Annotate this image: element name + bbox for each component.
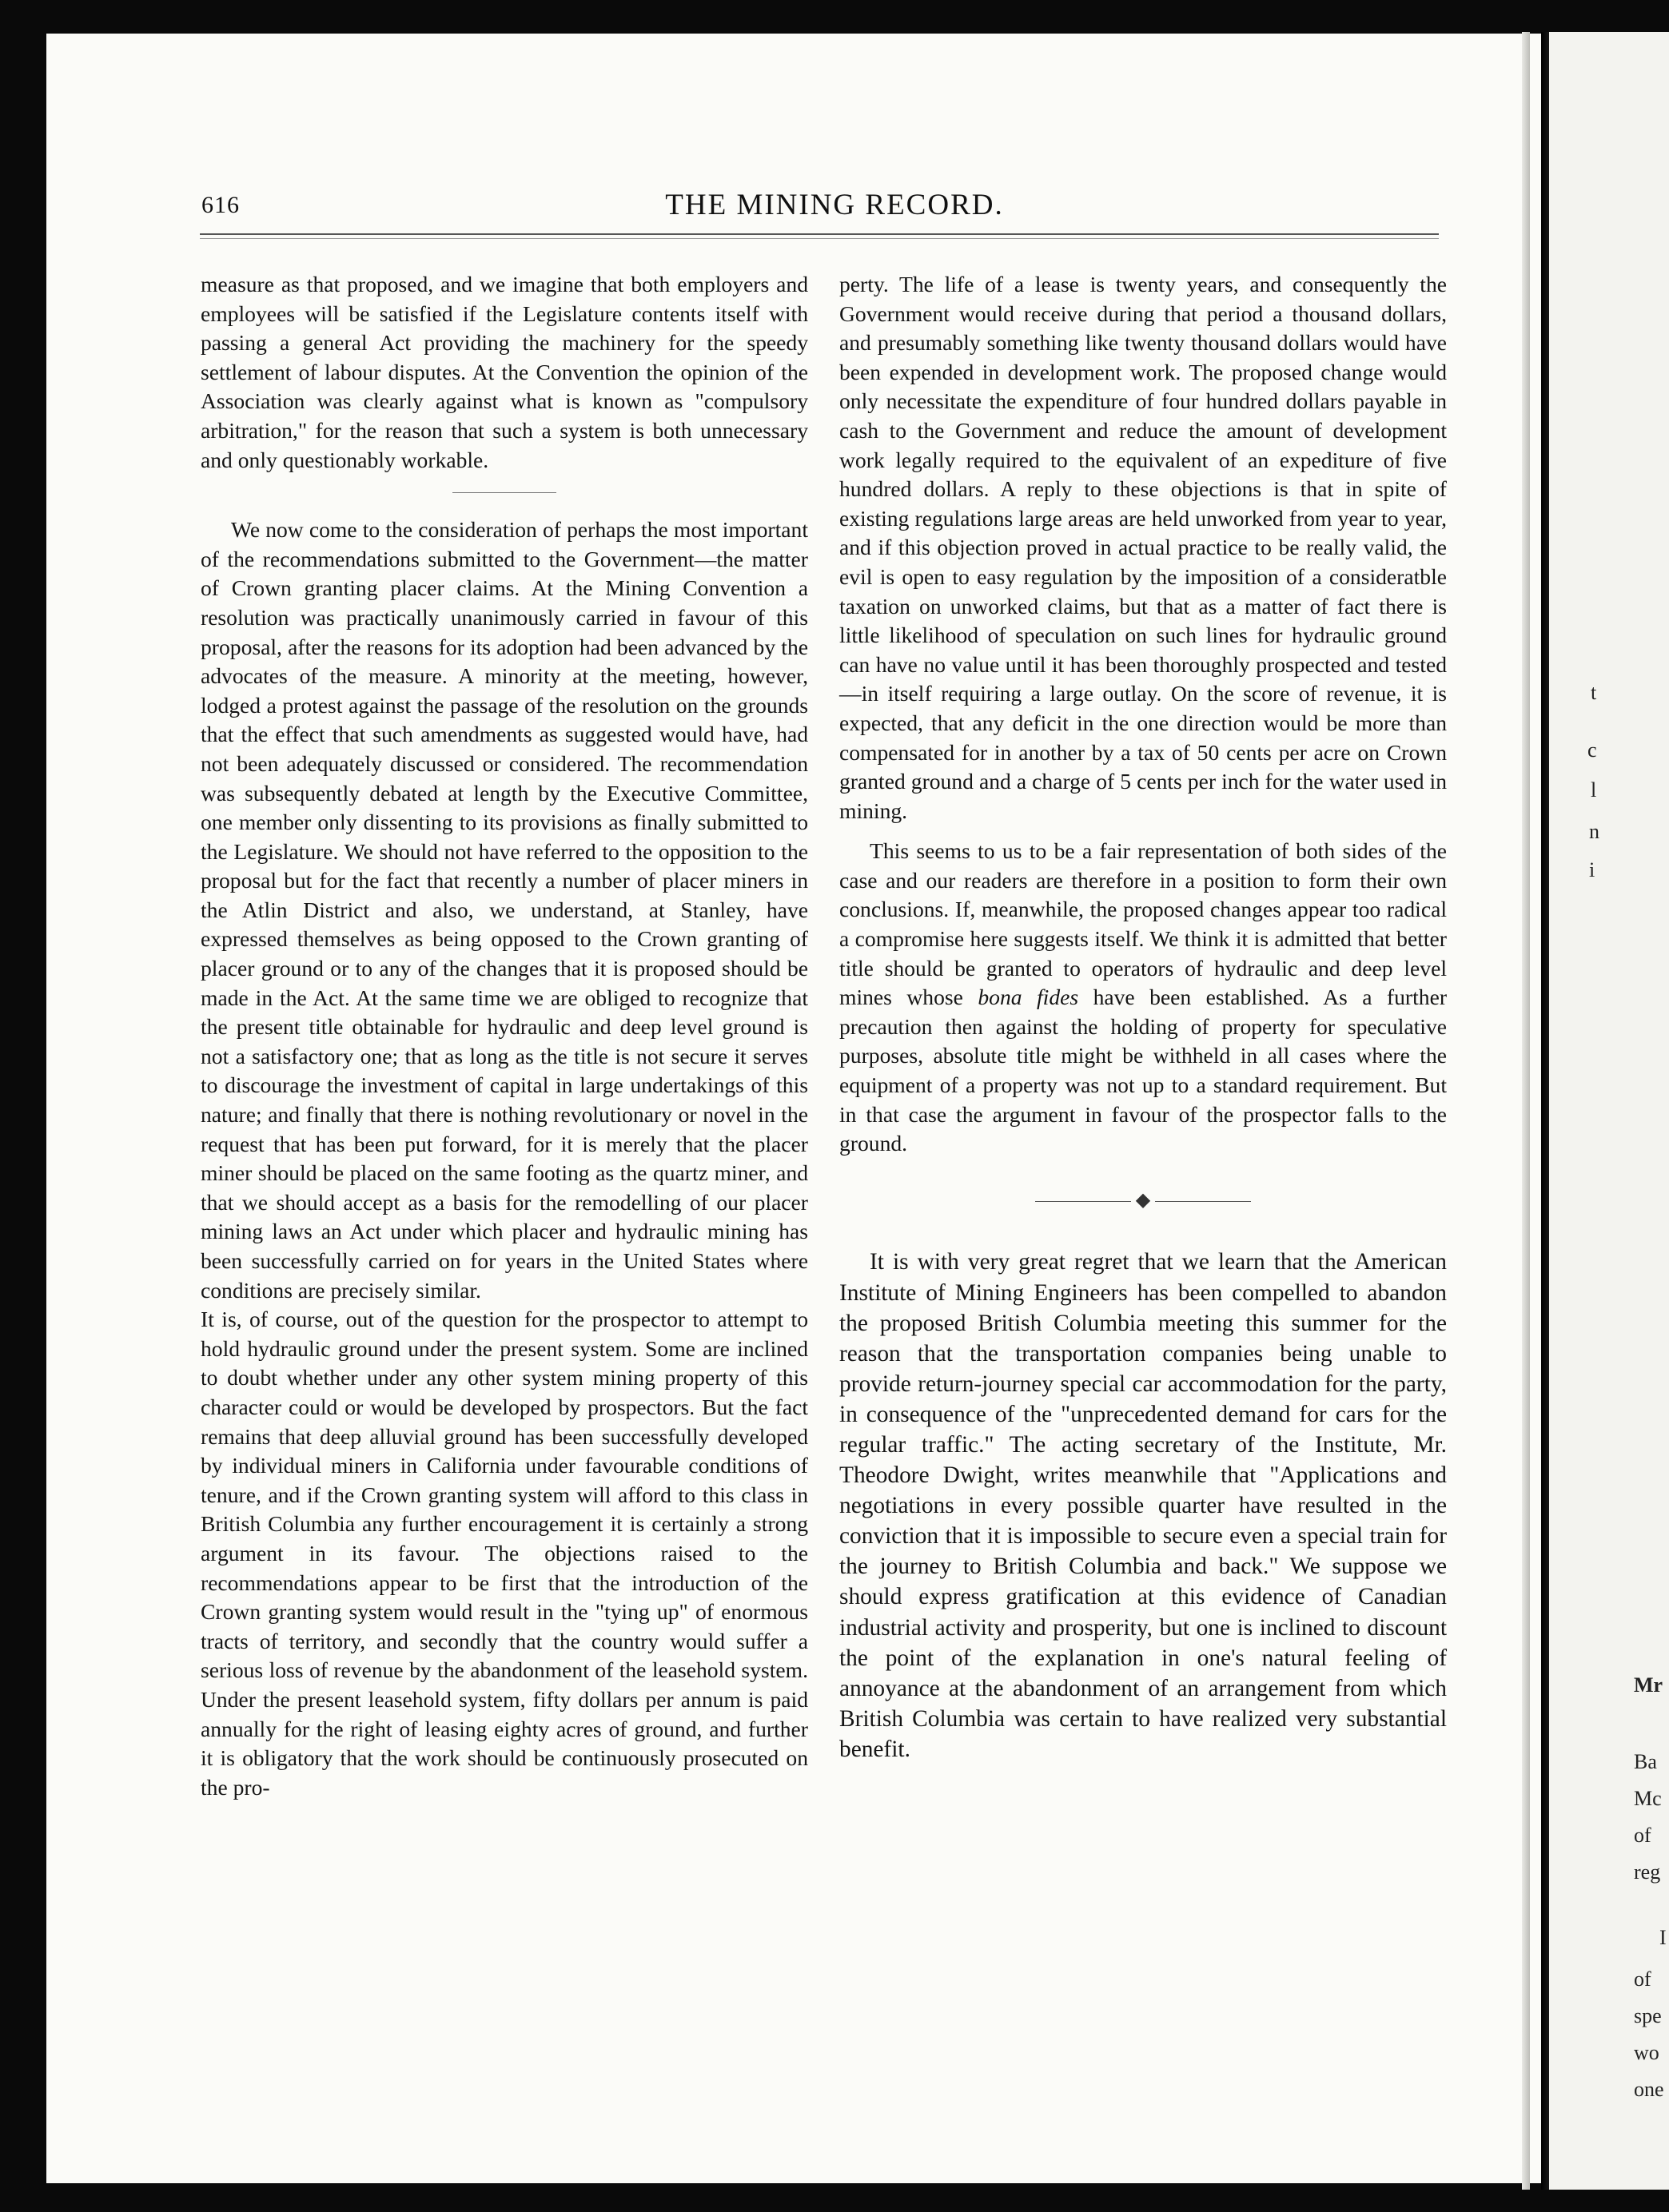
facing-page-fragment: one bbox=[1634, 2078, 1664, 2101]
paragraph bbox=[839, 837, 1447, 1159]
paragraph: It is, of course, out of the question for the prospector to attempt to hold hydraulic ground under the present system. Some are inclined to doubt whether under any other system mining property of this character could or would be developed by prospectors. But the fact remains that deep alluvial ground has been successfully developed by individual miners in California under favourable conditions of tenure, and if the Crown granting system will afford to this class in British Columbia any further encouragement it is certainly a strong argument in its favour. The objections raised to the recommendations appear to be first that the introduction of the Crown granting system would result in the "tying up" of enormous tracts of territory, and secondly that the country would suffer a serious loss of revenue by the abandonment of the leasehold system. Under the present leasehold system, fifty dollars per annum is paid annually for the right of leasing eighty acres of ground, and further it is obligatory that the work should be continuously prosecuted on the pro- bbox=[201, 1307, 808, 1800]
ornament-icon: ◆ bbox=[1135, 1189, 1151, 1211]
facing-page-fragment: c bbox=[1587, 738, 1597, 762]
page-edge bbox=[1522, 32, 1530, 2190]
right-column bbox=[839, 270, 1447, 1764]
facing-page-fragment: l bbox=[1591, 778, 1597, 802]
facing-page-fragment: i bbox=[1589, 858, 1595, 881]
facing-page-fragment: I bbox=[1659, 1926, 1667, 1949]
facing-page-fragment: of bbox=[1634, 1824, 1651, 1847]
paragraph: It is with very great regret that we learn that the American Institute of Mining Engineers has been compelled to abandon the proposed British Columbia meeting this summer for the reason that the transportation companies being unable to provide return-journey special car accommodation for the party, in consequence of the "unprecedented demand for cars for the regular traffic." The acting secretary of the Institute, Mr. Theodore Dwight, writes meanwhile that "Applications and negotiations in every possible quarter have resulted in the conviction that it is impossible to secure even a special train for the journey to British Columbia and back." We suppose we should express gratification at this evidence of Canadian industrial activity and prosperity, but one is inclined to discount the point of the explanation in one's natural feeling of annoyance at the abandonment of an arrangement from which British Columbia was certain to have realized very substantial benefit. bbox=[839, 1249, 1447, 1762]
paragraph-text: This seems to us to be a fair representation of both sides of the case and our readers are therefore in a position to form their own conclusions. If, meanwhile, the proposed changes appear too radical a compromise here suggests itself. We think it is admitted that better title should be granted to operators of hydraulic and deep level mines whose bbox=[839, 838, 1447, 1010]
facing-page-fragment: n bbox=[1589, 820, 1599, 843]
left-column bbox=[201, 270, 808, 1802]
paragraph: perty. The life of a lease is twenty years, and consequently the Government would receive during that period a thousand dollars, and presumably something like twenty thousand dollars would have been expended in development work. The proposed change would only necessitate the expenditure of four hundred dollars payable in cash to the Government and reduce the amount of development work legally required to the equivalent of an expediture of five hundred dollars. A reply to these objections is that in spite of existing regulations large areas are held unworked from year to year, and if this objection proved in actual practice to be really valid, the evil is open to easy regulation by the imposition of a consideratble taxation on unworked claims, but that as a matter of fact there is little likelihood of speculation on such lines for hydraulic ground can have no value until it has been thoroughly prospected and tested—in itself requiring a large outlay. On the score of revenue, it is expected, that any deficit in the one direction would be more than compensated for in another by a tax of 50 cents per acre on Crown granted ground and a charge of 5 cents per inch for the water used in mining. bbox=[839, 272, 1447, 823]
facing-page-fragment: Mr bbox=[1634, 1673, 1663, 1697]
page-number: 616 bbox=[201, 192, 240, 218]
facing-page-fragment: of bbox=[1634, 1967, 1651, 1991]
facing-page-fragment: Ba bbox=[1634, 1750, 1657, 1773]
facing-page-fragment: t bbox=[1591, 681, 1597, 704]
paragraph-text: have been established. As a further precaution then against the holding of property for speculative purposes, absolute title might be withheld in all cases where the equipment of a property was not up to a standard requirement. But in that case the argument in favour of the prospector falls to the ground. bbox=[839, 985, 1448, 1156]
italic-phrase: bona fides bbox=[978, 985, 1079, 1010]
running-title: THE MINING RECORD. bbox=[665, 189, 1004, 221]
facing-page-fragment: wo bbox=[1634, 2041, 1659, 2064]
facing-page-fragment: Mc bbox=[1634, 1787, 1662, 1810]
section-divider bbox=[452, 492, 556, 493]
facing-page-fragment: spe bbox=[1634, 2004, 1662, 2027]
paragraph: We now come to the consideration of perhaps the most important of the recommendations submitted to the Government—the matter of Crown granting placer claims. At the Mining Convention a resolution was practically unanimously carried in favour of this proposal, after the reasons for its adoption had been advanced by the advocates of the measure. A minority at the meeting, however, lodged a protest against the passage of the resolution on the grounds that the effect that such amendments as suggested would have, had not been adequately discussed or considered. The recommendation was subsequently debated at length by the Executive Committee, one member only dissenting to its provisions as finally submitted to the Legislature. We should not have referred to the opposition to the proposal but for the fact that recently a number of placer miners in the Atlin District and also, we understand, at Stanley, have expressed themselves as being opposed to the Crown granting of placer ground or to any of the changes that it is proposed should be made in the Act. At the same time we are obliged to recognize that the present title obtainable for hydraulic and deep level ground is not a satisfactory one; that as long as the title is not secure it serves to discourage the investment of capital in large undertakings of this nature; and finally that there is nothing revolutionary or novel in the request that has been put forward, for it is merely that the placer miner should be placed on the same footing as the quartz miner, and that we should accept as a basis for the remodelling of our placer mining laws an Act under which placer and hydraulic mining has been successfully carried on for years in the United States where conditions are precisely similar. bbox=[201, 517, 808, 1303]
header-rule bbox=[200, 233, 1439, 239]
paragraph: measure as that proposed, and we imagine that both employers and employees will be satisfied if the Legislature contents itself with passing a general Act providing the machinery for the speedy settlement of labour disputes. At the Convention the opinion of the Association was clearly against what is known as "compulsory arbitration," for the reason that such a system is both unnecessary and only questionably workable. bbox=[201, 272, 808, 472]
facing-page bbox=[1549, 32, 1669, 2190]
section-ornament bbox=[839, 1186, 1447, 1215]
facing-page-fragment: reg bbox=[1634, 1860, 1661, 1884]
